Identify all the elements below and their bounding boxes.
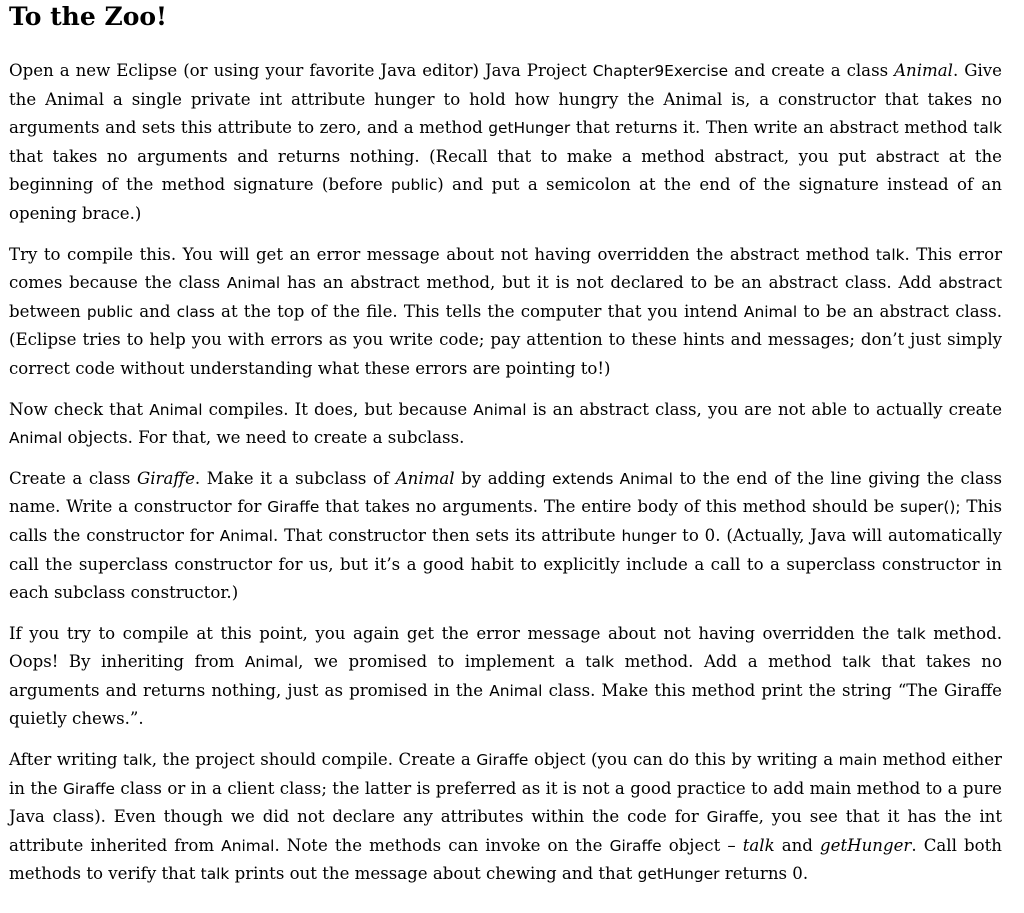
inline-code: Animal — [743, 302, 798, 321]
page-title: To the Zoo! — [9, 2, 168, 31]
inline-code: Animal — [9, 429, 63, 448]
inline-code: getHunger — [637, 865, 720, 884]
inline-code: hunger — [621, 526, 677, 545]
inline-code: Animal — [149, 400, 203, 419]
inline-code: getHunger — [488, 119, 571, 138]
inline-code: extends Animal — [552, 469, 673, 488]
inline-code: abstract — [938, 274, 1002, 293]
inline-code: talk — [123, 751, 152, 770]
inline-code: abstract — [875, 147, 940, 166]
inline-code: Animal — [226, 274, 281, 293]
paragraph-compile-error: Try to compile this. You will get an error message about not having overridden the abstract method talk. This error comes because the class Animal has an abstract method, but it is not declared to be an abstract class. Add abstract between public and class at the top of the file. This tells the computer that you intend Animal to be an abstract class. (Eclipse tries to help you with errors as you write code; pay attention to these hints and messages; don’t just simply correct code without understanding what these errors are pointing to!) — [9, 244, 1002, 378]
document-page — [9, 0, 1002, 889]
paragraph-create-animal: Open a new Eclipse (or using your favorite Java editor) Java Project Chapter9Exercise and create a class Animal. Give the Animal a single private int attribute hunger to hold how hungry the Animal is, a constructor that takes no arguments and sets this attribute to zero, and a method getHunger that returns it. Then write an abstract method talk that takes no arguments and returns nothing. (Recall that to make a method abstract, you put abstract at the beginning of the method signature (before public) and put a semicolon at the end of the signature instead of an opening brace.) — [9, 61, 1003, 223]
inline-code: public — [390, 176, 438, 195]
inline-code: Animal — [244, 653, 299, 672]
inline-code: Animal — [489, 681, 543, 700]
inline-code: public — [86, 302, 134, 321]
inline-code: talk — [585, 653, 615, 672]
inline-code: talk — [875, 245, 905, 264]
inline-code: talk — [200, 865, 230, 884]
paragraph-run-giraffe: After writing talk, the project should compile. Create a Giraffe object (you can do this by writing a main method either in the Giraffe class or in a client class; the latter is preferred as it is not a good practice to add main method to a pure Java class). Even though we did not declare any attributes within the code for Giraffe, you see that it has the int attribute inherited from Animal. Note the methods can invoke on the Giraffe object – talk and getHunger. Call both methods to verify that talk prints out the message about chewing and that getHunger returns 0. — [9, 750, 1002, 884]
emphasis-text: talk — [742, 835, 775, 855]
inline-code: Chapter9Exercise — [592, 62, 729, 80]
inline-code: Animal — [473, 400, 527, 419]
inline-code: Giraffe — [267, 498, 320, 517]
inline-code: Animal — [219, 526, 273, 545]
inline-code: talk — [896, 624, 926, 643]
inline-code: Giraffe — [706, 808, 759, 827]
inline-code: main — [838, 751, 878, 770]
inline-code: class — [176, 302, 215, 321]
inline-code: Giraffe — [476, 751, 529, 770]
emphasis-text: Animal — [894, 61, 953, 80]
paragraph-override-talk: If you try to compile at this point, you again get the error message about not having overridden the talk method. Oops! By inheriting from Animal, we promised to implement a talk method. Add a method talk that takes no arguments and returns nothing, just as promised in the Animal class. Make this method print the string “The Giraffe quietly chews.”. — [9, 623, 1002, 729]
emphasis-text: Animal — [395, 468, 455, 488]
emphasis-text: Giraffe — [136, 468, 195, 488]
inline-code: talk — [973, 119, 1003, 138]
emphasis-text: getHunger — [820, 835, 912, 855]
inline-code: super(); — [900, 498, 961, 517]
inline-code: Giraffe — [609, 836, 662, 855]
paragraph-create-giraffe: Create a class Giraffe. Make it a subclass of Animal by adding extends Animal to the end of the line giving the class name. Write a constructor for Giraffe that takes no arguments. The entire body of this method should be super(); This calls the constructor for Animal. That constructor then sets its attribute hunger to 0. (Actually, Java will automatically call the superclass constructor for us, but it’s a good habit to explicitly include a call to a superclass constructor in each subclass constructor.) — [9, 468, 1003, 603]
inline-code: Giraffe — [62, 779, 116, 798]
paragraph-check-compile: Now check that Animal compiles. It does, but because Animal is an abstract class, you are not able to actually create Animal objects. For that, we need to create a subclass. — [9, 399, 1003, 448]
inline-code: Animal — [221, 836, 275, 855]
inline-code: talk — [842, 653, 871, 672]
